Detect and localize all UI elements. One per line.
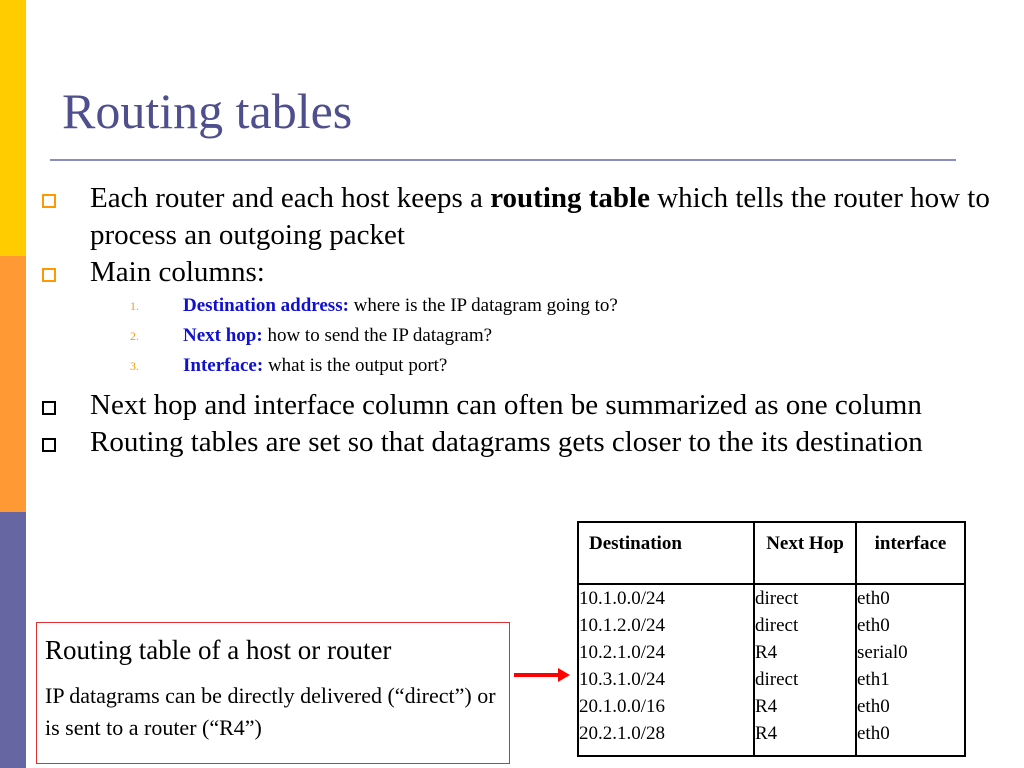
accent-stripe-top bbox=[0, 0, 26, 256]
arrow-shaft bbox=[514, 673, 560, 677]
cell-next-hop: R4 bbox=[755, 723, 778, 744]
callout-body: IP datagrams can be directly delivered (“direct”) or is sent to a router (“R4”) bbox=[45, 683, 496, 740]
bullet-closer-destination bbox=[38, 424, 1018, 461]
sub-bullet-interface bbox=[38, 351, 1018, 381]
callout-box bbox=[36, 622, 510, 764]
column-header-next-hop: Next Hop bbox=[754, 522, 856, 584]
sub-bullet-number: 3. bbox=[130, 359, 139, 373]
routing-table bbox=[577, 521, 966, 757]
sub-bullet-desc: what is the output port? bbox=[263, 355, 448, 376]
column-header-interface: interface bbox=[856, 522, 965, 584]
cell-next-hop: direct bbox=[755, 588, 799, 609]
square-bullet-icon bbox=[42, 401, 56, 415]
sub-bullet-destination bbox=[38, 291, 1018, 321]
cell-destination: 10.1.0.0/24 bbox=[579, 588, 666, 609]
sub-bullet-desc: where is the IP datagram going to? bbox=[348, 295, 618, 316]
next-hop-column bbox=[754, 584, 856, 756]
sub-bullet-term: Next hop: bbox=[183, 325, 263, 346]
cell-destination: 10.3.1.0/24 bbox=[579, 669, 666, 690]
sub-bullet-term: Destination address: bbox=[183, 295, 349, 316]
cell-interface: serial0 bbox=[857, 642, 908, 663]
bullet-summarized bbox=[38, 387, 1018, 424]
cell-next-hop: direct bbox=[755, 669, 799, 690]
arrow-right-icon bbox=[558, 668, 570, 682]
accent-stripe-middle bbox=[0, 256, 26, 512]
bullet-list bbox=[38, 180, 1018, 461]
cell-interface: eth0 bbox=[857, 588, 890, 609]
square-bullet-icon bbox=[42, 438, 56, 452]
bullet-text: which tells the router how to process an outgoing packet bbox=[90, 182, 990, 251]
bullet-text: Routing tables are set so that datagrams gets closer to the its destination bbox=[90, 426, 923, 458]
cell-interface: eth1 bbox=[857, 669, 890, 690]
square-bullet-icon bbox=[42, 268, 56, 282]
sub-bullet-next-hop bbox=[38, 321, 1018, 351]
sub-bullet-number: 2. bbox=[130, 329, 139, 343]
cell-destination: 10.1.2.0/24 bbox=[579, 615, 666, 636]
cell-next-hop: R4 bbox=[755, 642, 778, 663]
slide-title: Routing tables bbox=[62, 83, 353, 139]
title-divider bbox=[50, 159, 956, 161]
sub-bullet-desc: how to send the IP datagram? bbox=[262, 325, 493, 346]
bullet-main-columns bbox=[38, 254, 1018, 291]
interface-column bbox=[856, 584, 965, 756]
bullet-text: Next hop and interface column can often be summarized as one column bbox=[90, 389, 922, 421]
cell-next-hop: direct bbox=[755, 615, 799, 636]
sub-bullet-number: 1. bbox=[130, 299, 139, 313]
table-header-row bbox=[578, 522, 965, 584]
cell-destination: 10.2.1.0/24 bbox=[579, 642, 666, 663]
cell-next-hop: R4 bbox=[755, 696, 778, 717]
cell-destination: 20.1.0.0/16 bbox=[579, 696, 666, 717]
destination-column bbox=[578, 584, 754, 756]
table-row bbox=[578, 584, 965, 756]
bullet-bold-term: routing table bbox=[490, 182, 650, 214]
sub-bullet-term: Interface: bbox=[183, 355, 264, 376]
bullet-text: Main columns: bbox=[90, 256, 265, 288]
square-bullet-icon bbox=[42, 194, 56, 208]
cell-interface: eth0 bbox=[857, 615, 890, 636]
bullet-routing-table bbox=[38, 180, 1018, 254]
column-header-destination: Destination bbox=[578, 522, 754, 584]
bullet-text: Each router and each host keeps a bbox=[90, 182, 491, 214]
cell-interface: eth0 bbox=[857, 696, 890, 717]
callout-heading: Routing table of a host or router bbox=[45, 635, 392, 665]
accent-stripe-bottom bbox=[0, 512, 26, 768]
cell-interface: eth0 bbox=[857, 723, 890, 744]
cell-destination: 20.2.1.0/28 bbox=[579, 723, 666, 744]
